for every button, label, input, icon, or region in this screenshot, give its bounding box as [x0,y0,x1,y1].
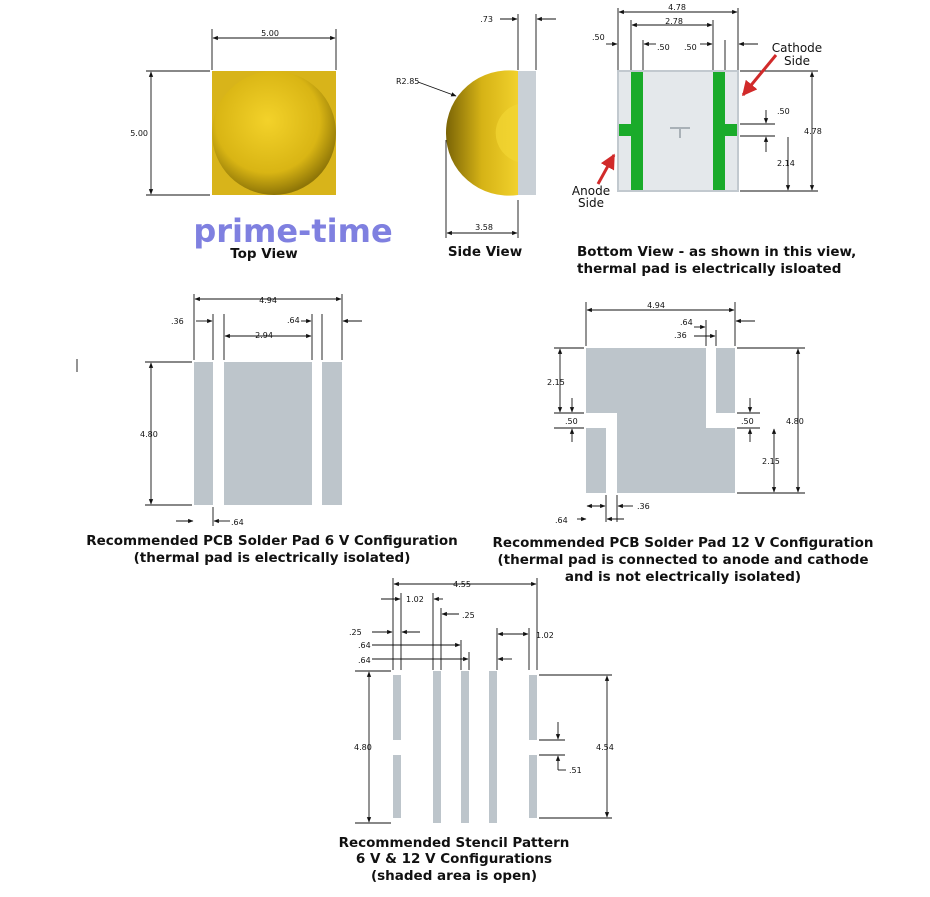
pcb6v-cathode-pad [322,362,342,505]
side-view [396,14,556,260]
stencil-w5-dim: .64 [358,656,371,665]
pcb12v-notch-left-dim: .50 [565,417,578,426]
bottom-lower-dim: 2.14 [777,159,795,168]
anode-label-line2: Side [578,196,604,210]
stencil-aperture [393,675,401,740]
stencil-aperture [529,675,537,740]
side-thickness-dim: .73 [480,15,493,24]
bottom-mid-right-dim: .50 [684,43,697,52]
side-radius-dim: R2.85 [396,77,420,86]
pcb6v-center-dim: 2.94 [255,331,273,340]
pcb12v-width-dim: 4.94 [647,301,665,310]
pcb6v-thermal-pad [224,362,312,505]
stencil-aperture [433,671,441,823]
stencil-w4-dim: .64 [358,641,371,650]
pcb12v-anode-pad [586,428,606,493]
pcb6v-width-dim: 4.94 [259,296,277,305]
stencil-height-left-dim: 4.80 [354,743,372,752]
stencil-caption-line3: (shaded area is open) [370,868,538,884]
stencil-caption-line2: 6 V & 12 V Configurations [355,851,553,867]
pcb12v-notch-right-dim: .50 [741,417,754,426]
stencil-width-dim: 4.55 [453,580,471,589]
pcb12v-caption-line2: (thermal pad is connected to anode and cathode [497,552,869,568]
bottom-inner-dim: 2.78 [665,17,683,26]
pcb12v-caption-line1: Recommended PCB Solder Pad 12 V Configuration [492,535,874,551]
top-view [130,29,392,262]
pcb6v-caption-line2: (thermal pad is electrically isolated) [133,550,411,566]
stencil-w2-dim: .25 [349,628,362,637]
top-height-dim: 5.00 [130,129,148,138]
stencil-caption-line1: Recommended Stencil Pattern [338,835,570,851]
stencil-gap-dim: .51 [569,766,582,775]
pcb12v-bottom-b-dim: .36 [637,502,650,511]
stencil-aperture [529,755,537,818]
pcb12v-cathode-pad [716,348,735,413]
bottom-mid-left-dim: .50 [657,43,670,52]
stencil-aperture [489,671,497,823]
bottom-left-gap-dim: .50 [592,33,605,42]
pcb12v-caption-line3: and is not electrically isolated) [564,569,802,585]
stencil-pattern [339,578,614,884]
cathode-label-line1: Cathode [771,41,823,55]
bottom-caption-line1: Bottom View - as shown in this view, [577,244,857,260]
stencil-w1-dim: 1.02 [406,595,424,604]
led-dome [212,71,336,195]
anode-label-line1: Anode [571,184,611,198]
pcb-12v-pattern [493,301,874,585]
bottom-height-dim: 4.78 [804,127,822,136]
pcb12v-lower-dim: 2.15 [762,457,780,466]
pcb12v-top-a-dim: .64 [680,318,693,327]
pcb-6v-pattern [77,294,458,566]
pcb12v-top-b-dim: .36 [674,331,687,340]
pcb6v-gap-left-dim: .36 [171,317,184,326]
top-view-caption: Top View [230,246,298,262]
top-width-dim: 5.00 [261,29,279,38]
stencil-w6-dim: 1.02 [536,631,554,640]
pcb12v-height-dim: 4.80 [786,417,804,426]
substrate [518,71,536,195]
stencil-height-right-dim: 4.54 [596,743,614,752]
bottom-notch-dim: .50 [777,107,790,116]
pcb6v-bottom-pad-dim: .64 [231,518,244,527]
pcb6v-caption-line1: Recommended PCB Solder Pad 6 V Configuration [86,533,458,549]
pcb12v-bottom-a-dim: .64 [555,516,568,525]
cathode-arrow [743,55,776,95]
side-view-caption: Side View [447,244,523,260]
stencil-w3-dim: .25 [462,611,475,620]
bottom-width-dim: 4.78 [668,3,686,12]
pcb6v-gap-right-dim: .64 [287,316,300,325]
side-depth-dim: 3.58 [475,223,493,232]
stencil-aperture [393,755,401,818]
pcb6v-height-dim: 4.80 [140,430,158,439]
pcb6v-anode-pad [194,362,213,505]
pcb12v-upper-dim: 2.15 [547,378,565,387]
bottom-caption-line2: thermal pad is electrically isloated [577,261,842,277]
brand-watermark: prime-time [193,212,393,250]
bottom-view [572,3,856,277]
cathode-label-line2: Side [784,54,810,68]
stencil-aperture [461,671,469,823]
anode-arrow [598,155,614,184]
